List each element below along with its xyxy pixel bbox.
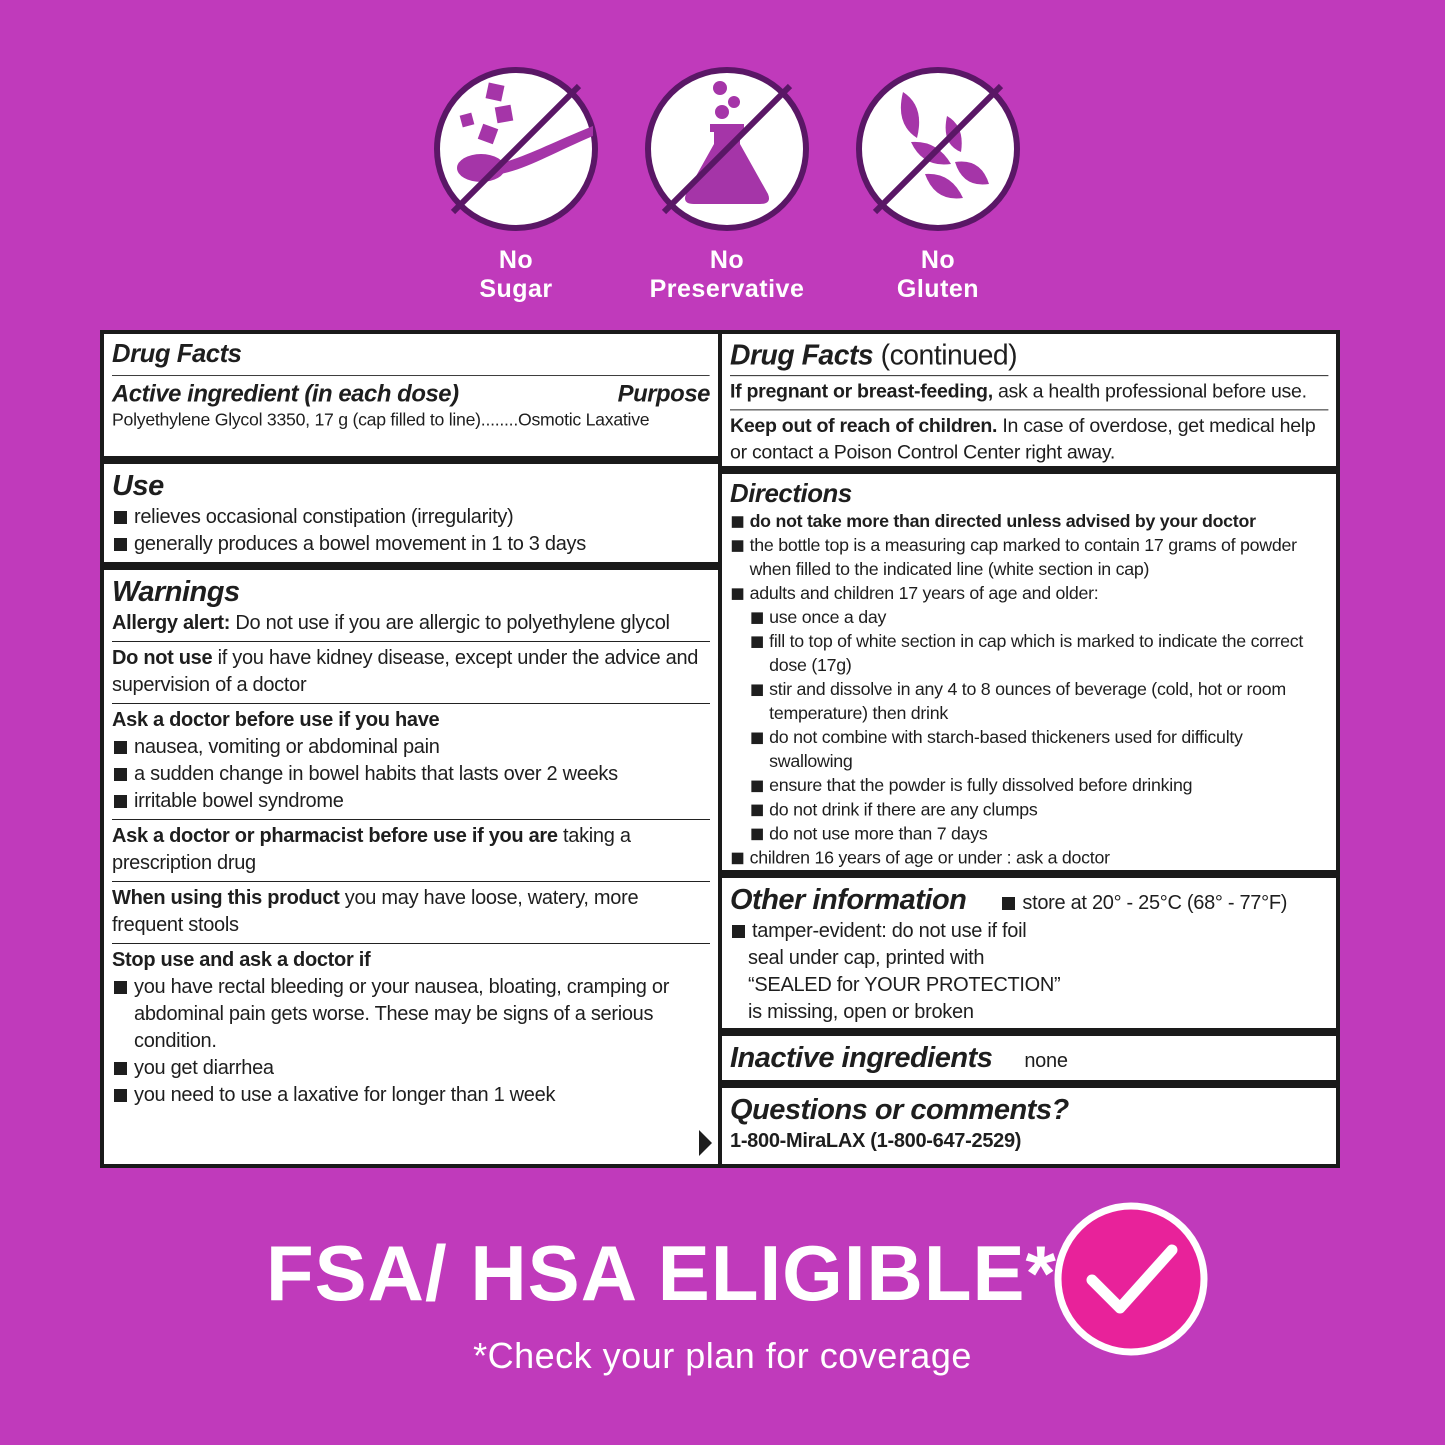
list-item: ensure that the powder is fully dissolved before drinking (750, 774, 1328, 798)
use-box (104, 464, 718, 562)
when-using (112, 885, 710, 939)
other-information-heading: Other information (730, 884, 967, 916)
pregnant-text: ask a health professional before use. (992, 381, 1307, 403)
no-preservative-icon (644, 66, 810, 232)
inactive-ingredients-value: none (1024, 1050, 1068, 1072)
tamper-line: is missing, open or broken (748, 1001, 974, 1023)
inactive-ingredients-box (722, 1036, 1336, 1080)
list-item: generally produces a bowel movement in 1 to 3 days (112, 531, 710, 558)
directions-box (722, 474, 1336, 870)
drug-facts-panel (100, 330, 1340, 1168)
active-ingredient-box (104, 334, 718, 456)
list-item: adults and children 17 years of age and older: (730, 582, 1328, 606)
list-item: the bottle top is a measuring cap marked to contain 17 grams of powder when filled to the indicated line (white section in cap) (730, 534, 1328, 582)
store-text: store at 20° - 25°C (68° - 77°F) (1000, 890, 1287, 917)
keep-out-warning (730, 413, 1328, 466)
list-item: fill to top of white section in cap which is marked to indicate the correct dose (17g) (750, 630, 1328, 678)
stop-use-heading: Stop use and ask a doctor if (112, 949, 371, 971)
allergy-label: Allergy alert: (112, 612, 231, 634)
list-item: relieves occasional constipation (irregularity) (112, 504, 710, 531)
keep-out-label: Keep out of reach of children. (730, 415, 998, 437)
list-item: children 16 years of age or under : ask a doctor (730, 846, 1328, 870)
questions-heading: Questions or comments? (730, 1094, 1069, 1126)
questions-box (722, 1088, 1336, 1164)
pregnant-label: If pregnant or breast-feeding, (730, 381, 993, 403)
ask-pharm-text: taking a prescription drug (112, 825, 631, 874)
list-item: stir and dissolve in any 4 to 8 ounces of beverage (cold, hot or room temperature) then drink (750, 678, 1328, 726)
badge-line1: No (709, 246, 745, 274)
list-item: irritable bowel syndrome (112, 788, 710, 815)
list-item: do not take more than directed unless advised by your doctor (730, 510, 1328, 534)
list-item: you need to use a laxative for longer than 1 week (112, 1082, 710, 1109)
badge-line1: No (498, 246, 534, 274)
badge-no-sugar (431, 66, 601, 304)
list-item: a sudden change in bowel habits that lasts over 2 weeks (112, 761, 710, 788)
badge-line2: Sugar (479, 275, 553, 303)
continue-arrow-icon (699, 1130, 712, 1156)
ask-pharm-label: Ask a doctor or pharmacist before use if you are (112, 825, 558, 847)
keep-out-text: In case of overdose, get medical help or contact a Poison Control Center right away. (730, 415, 1316, 464)
when-using-label: When using this product (112, 887, 340, 909)
badge-line1: No (920, 246, 956, 274)
no-gluten-icon (855, 66, 1021, 232)
purpose-heading: Purpose (617, 380, 710, 407)
do-not-use-text: if you have kidney disease, except under the advice and supervision of a doctor (112, 647, 699, 696)
list-item: do not use more than 7 days (750, 822, 1328, 846)
ask-pharmacist (112, 823, 710, 877)
badge-no-preservative (642, 66, 812, 304)
ask-doctor-heading: Ask a doctor before use if you have (112, 709, 440, 731)
list-item: do not combine with starch-based thickeners used for difficulty swallowing (750, 726, 1328, 774)
when-using-text: you may have loose, watery, more frequent stools (112, 887, 639, 936)
continued-title: Drug Facts (730, 339, 874, 372)
do-not-use-label: Do not use (112, 647, 213, 669)
drug-facts-right-column (722, 334, 1336, 1164)
drug-facts-title: Drug Facts (112, 339, 242, 369)
tamper-line: “SEALED for YOUR PROTECTION” (748, 974, 1061, 996)
fsa-hsa-eligible-text: FSA/ HSA ELIGIBLE* (266, 1229, 1057, 1317)
tamper-line: tamper-evident: do not use if foil (730, 918, 1328, 945)
tamper-line: seal under cap, printed with (748, 947, 985, 969)
active-ingredient-heading: Active ingredient (in each dose) (112, 380, 459, 407)
drug-facts-left-column (104, 334, 718, 1164)
warnings-heading: Warnings (112, 576, 240, 608)
continued-suffix: (continued) (873, 339, 1018, 372)
badge-line2: Preservative (649, 275, 805, 303)
inactive-ingredients-heading: Inactive ingredients (730, 1042, 993, 1074)
feature-badges (0, 66, 1445, 316)
badge-no-gluten (853, 66, 1023, 304)
warnings-box (104, 570, 718, 1164)
use-heading: Use (112, 470, 164, 502)
list-item: do not drink if there are any clumps (750, 798, 1328, 822)
directions-heading: Directions (730, 479, 852, 509)
other-information-box (722, 878, 1336, 1028)
phone-number: 1-800-MiraLAX (1-800-647-2529) (730, 1130, 1022, 1152)
list-item: you have rectal bleeding or your nausea, bloating, cramping or abdominal pain gets worse. These may be signs of a serious condition. (112, 974, 710, 1055)
list-item: use once a day (750, 606, 1328, 630)
allergy-text: Do not use if you are allergic to polyethylene glycol (235, 612, 670, 634)
list-item: you get diarrhea (112, 1055, 710, 1082)
allergy-alert (112, 610, 710, 637)
coverage-note: *Check your plan for coverage (473, 1335, 972, 1376)
pregnant-warning (730, 379, 1328, 405)
drug-facts-continued-title (730, 338, 1328, 373)
active-ingredient-line: Polyethylene Glycol 3350, 17 g (cap filled to line)........Osmotic Laxative (112, 410, 650, 430)
list-item: nausea, vomiting or abdominal pain (112, 734, 710, 761)
badge-line2: Gluten (896, 275, 980, 303)
continued-box (722, 334, 1336, 466)
no-sugar-icon (433, 66, 599, 232)
do-not-use (112, 645, 710, 699)
